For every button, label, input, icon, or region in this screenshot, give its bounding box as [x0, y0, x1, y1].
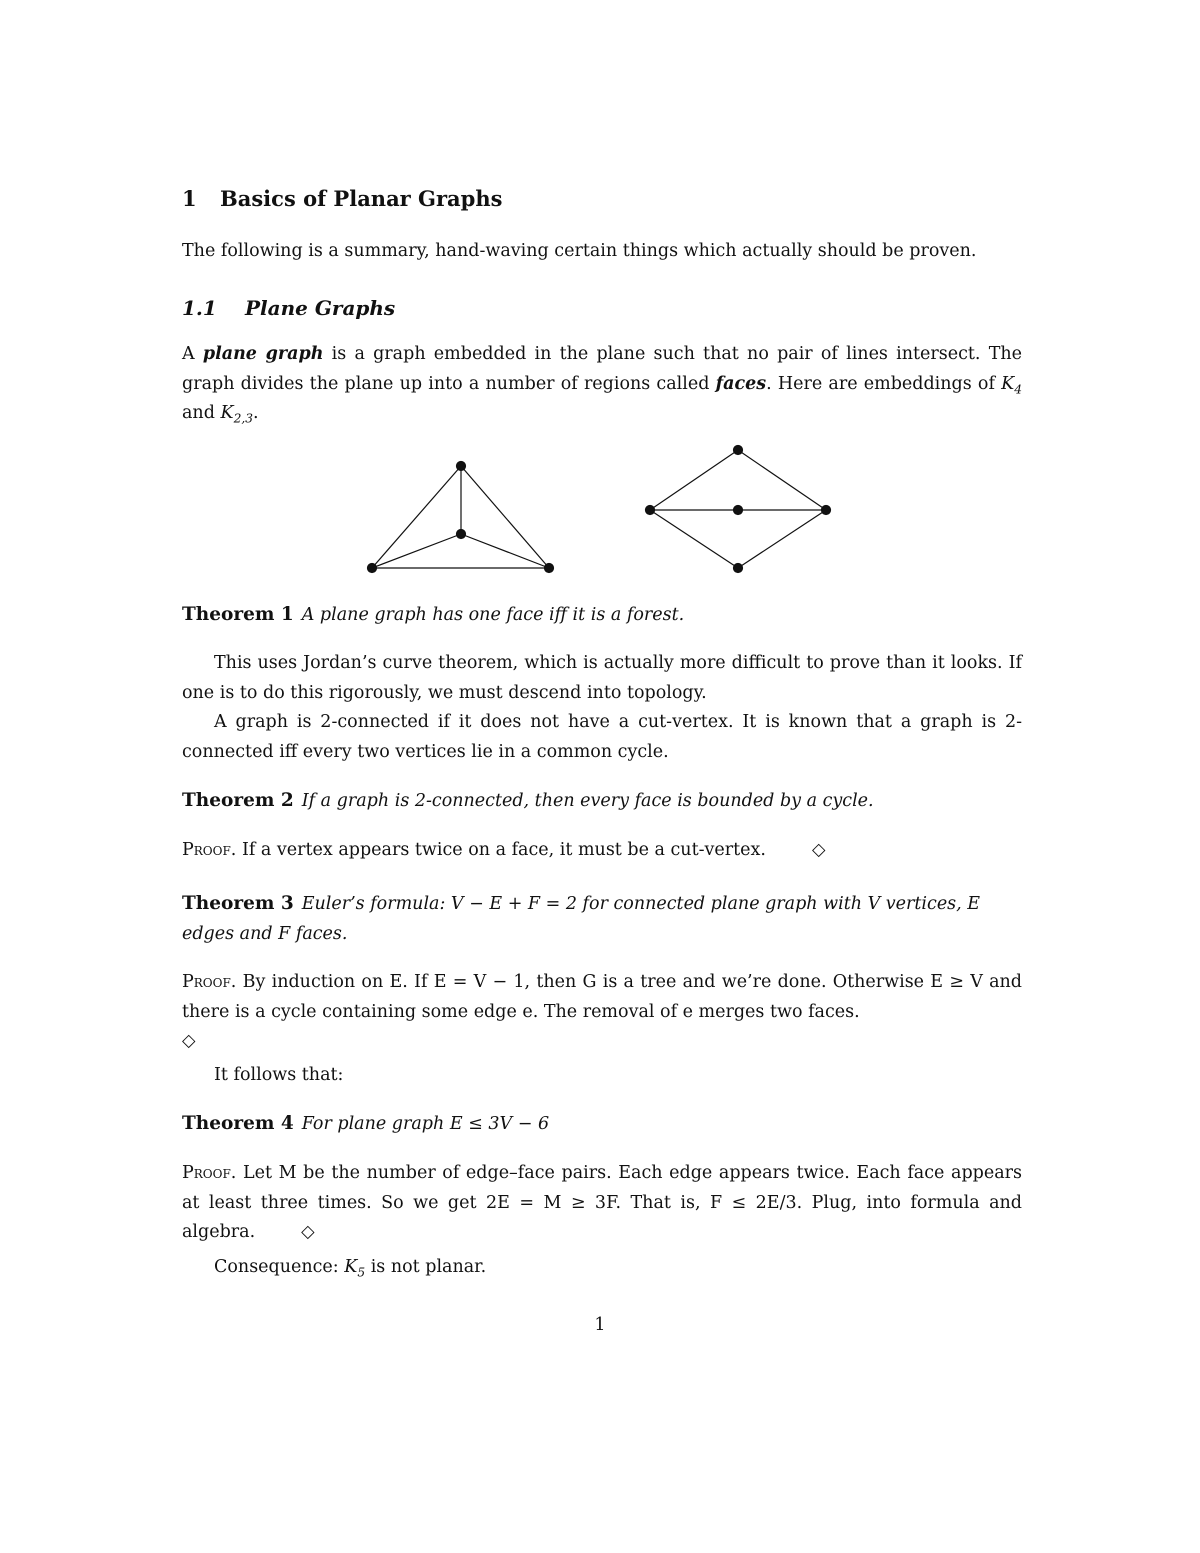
- theorem-3: [182, 889, 1022, 949]
- k23-vertex: [734, 564, 743, 573]
- follows-paragraph: It follows that:: [214, 1065, 344, 1085]
- k23-vertex: [734, 446, 743, 455]
- page-number: 1: [594, 1315, 606, 1335]
- text-run: is not planar.: [365, 1257, 487, 1277]
- qed-diamond-icon: ◇: [301, 1222, 315, 1242]
- k5-subscript: 5: [357, 1265, 366, 1280]
- k4-subscript: 4: [1014, 381, 1022, 396]
- k5-letter: K: [344, 1257, 358, 1277]
- term-faces: faces: [715, 373, 767, 394]
- k23-vertex: [646, 506, 655, 515]
- qed-diamond-icon: ◇: [811, 840, 826, 860]
- k23-edge: [650, 510, 738, 568]
- section-heading: [182, 186, 1022, 211]
- text-run: A: [182, 344, 203, 364]
- text-run: is a graph embedded in the plane such that no pair of lines intersect. The graph divides the plane up into a number of regions called: [182, 344, 1022, 394]
- proof-body: By induction on E. If E = V − 1, then G is a tree and we’re done. Otherwise E ≥ V and there is a cycle containing some edge e. The removal of e merges two faces.: [182, 972, 1022, 1022]
- section-title: Basics of Planar Graphs: [220, 186, 503, 211]
- k23-letter: K: [220, 403, 234, 423]
- theorem-statement: For plane graph E ≤ 3V − 6: [301, 1114, 550, 1134]
- subsection-heading: [182, 296, 1022, 320]
- proof-label: Proof.: [182, 1163, 237, 1183]
- graph-embeddings-figure: [360, 440, 870, 590]
- proof-label: Proof.: [182, 972, 237, 992]
- consequence-paragraph: [182, 1253, 1022, 1283]
- k23-edge: [738, 450, 826, 510]
- k5-symbol: [344, 1257, 366, 1280]
- k23-edge: [650, 450, 738, 510]
- proof-body: If a vertex appears twice on a face, it must be a cut-vertex.: [241, 840, 766, 860]
- theorem-statement: If a graph is 2-connected, then every face is bounded by a cycle.: [301, 791, 874, 811]
- theorem-label: Theorem 3: [182, 893, 294, 914]
- proof-label: Proof.: [182, 840, 237, 860]
- intro-paragraph: The following is a summary, hand-waving certain things which actually should be proven.: [182, 241, 977, 261]
- section-number: 1: [182, 186, 197, 211]
- term-plane-graph: plane graph: [202, 344, 324, 364]
- k4-edge: [461, 534, 549, 568]
- k4-symbol: [1001, 374, 1022, 394]
- two-connected-paragraph: A graph is 2-connected if it does not have a cut-vertex. It is known that a graph is 2-connected iff every two vertices lie in a common cycle.: [182, 712, 1022, 762]
- k4-edge: [372, 534, 461, 568]
- theorem-statement: A plane graph has one face iff it is a forest.: [301, 605, 685, 625]
- k23-symbol: [220, 403, 254, 426]
- qed-diamond-icon: ◇: [182, 1031, 196, 1051]
- subsection-number: 1.1: [182, 296, 217, 320]
- k23-vertex: [734, 506, 743, 515]
- k4-vertex: [368, 564, 377, 573]
- k23-edge: [738, 510, 826, 568]
- k4-vertex: [457, 462, 466, 471]
- k4-edge: [372, 466, 461, 568]
- text-run: . Here are embeddings of: [766, 373, 1002, 394]
- theorem-label: Theorem 1: [182, 604, 294, 625]
- k23-embedding: [646, 446, 831, 573]
- plane-graph-paragraph: [182, 340, 1022, 429]
- proof-2: [182, 836, 1022, 866]
- text-run: .: [253, 403, 259, 423]
- k4-vertex: [457, 530, 466, 539]
- theorem-statement: Euler’s formula: V − E + F = 2 for connected plane graph with V vertices, E edges and F faces.: [182, 894, 981, 944]
- theorem-label: Theorem 2: [182, 790, 294, 811]
- k4-vertex: [545, 564, 554, 573]
- proof-3: [182, 968, 1022, 1057]
- proof-4: [182, 1159, 1022, 1248]
- k23-subscript: 2,3: [233, 411, 254, 426]
- k4-letter: K: [1001, 373, 1015, 394]
- text-run: and: [182, 403, 221, 423]
- k23-vertex: [822, 506, 831, 515]
- k4-edge: [461, 466, 549, 568]
- proof-body: Let M be the number of edge–face pairs. Each edge appears twice. Each face appears at least three times. So we get 2E = M ≥ 3F. That is, F ≤ 2E/3. Plug, into formula and algebra.: [182, 1163, 1022, 1242]
- k4-embedding: [368, 462, 554, 573]
- theorem-1: [182, 600, 1022, 631]
- theorem-label: Theorem 4: [182, 1113, 294, 1134]
- subsection-title: Plane Graphs: [245, 296, 396, 320]
- text-run: Consequence:: [214, 1257, 345, 1277]
- jordan-paragraph: This uses Jordan’s curve theorem, which is actually more difficult to prove than it looks. If one is to do this rigorously, we must descend into topology.: [182, 653, 1022, 703]
- theorem-2: [182, 786, 1022, 817]
- theorem-4: [182, 1109, 1022, 1140]
